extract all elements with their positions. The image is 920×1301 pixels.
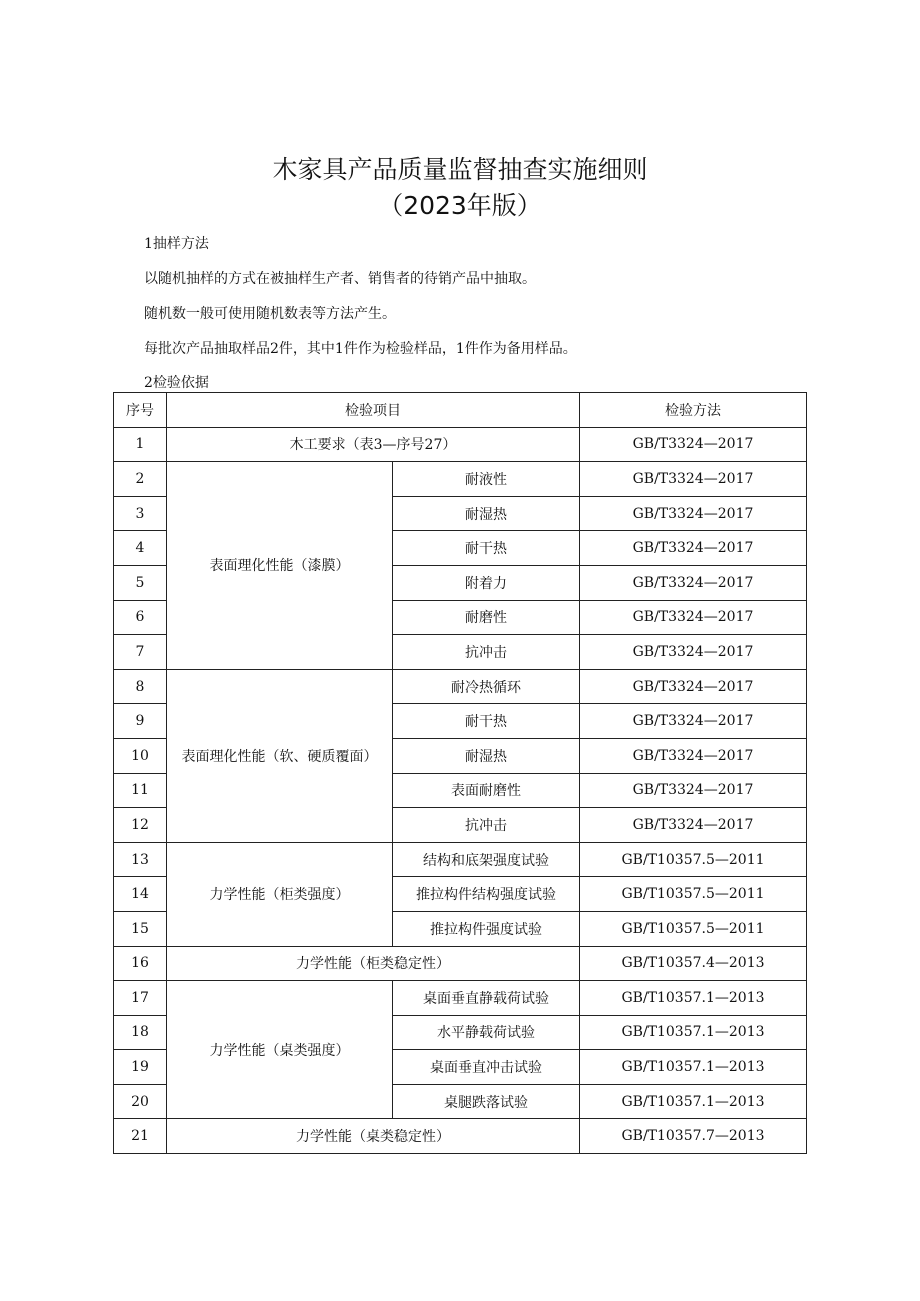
row-no: 7 bbox=[114, 635, 167, 670]
row-no: 1 bbox=[114, 427, 167, 462]
row-subitem: 抗冲击 bbox=[393, 808, 580, 843]
row-subitem: 附着力 bbox=[393, 565, 580, 600]
row-subitem: 耐湿热 bbox=[393, 738, 580, 773]
document-title: 木家具产品质量监督抽查实施细则 bbox=[272, 155, 648, 184]
row-method: GB/T3324—2017 bbox=[580, 496, 807, 531]
row-method: GB/T10357.5—2011 bbox=[580, 877, 807, 912]
row-method: GB/T3324—2017 bbox=[580, 565, 807, 600]
row-no: 9 bbox=[114, 704, 167, 739]
row-method: GB/T10357.7—2013 bbox=[580, 1119, 807, 1154]
row-no: 12 bbox=[114, 808, 167, 843]
row-no: 16 bbox=[114, 946, 167, 981]
row-method: GB/T10357.1—2013 bbox=[580, 1050, 807, 1085]
table-row bbox=[114, 669, 807, 704]
document-subtitle: （2023年版） bbox=[378, 191, 542, 220]
row-subitem: 推拉构件强度试验 bbox=[393, 911, 580, 946]
row-no: 6 bbox=[114, 600, 167, 635]
row-method: GB/T10357.1—2013 bbox=[580, 1084, 807, 1119]
row-method: GB/T3324—2017 bbox=[580, 669, 807, 704]
row-no: 8 bbox=[114, 669, 167, 704]
row-no: 20 bbox=[114, 1084, 167, 1119]
table-row bbox=[114, 427, 807, 462]
row-subitem: 桌腿跌落试验 bbox=[393, 1084, 580, 1119]
table-row bbox=[114, 981, 807, 1016]
row-item: 力学性能（桌类稳定性） bbox=[167, 1119, 580, 1154]
row-method: GB/T3324—2017 bbox=[580, 635, 807, 670]
row-method: GB/T3324—2017 bbox=[580, 427, 807, 462]
row-method: GB/T10357.5—2011 bbox=[580, 911, 807, 946]
paragraph-sampling-method: 以随机抽样的方式在被抽样生产者、销售者的待销产品中抽取。 bbox=[144, 271, 536, 287]
row-no: 14 bbox=[114, 877, 167, 912]
row-method: GB/T10357.1—2013 bbox=[580, 981, 807, 1016]
row-no: 10 bbox=[114, 738, 167, 773]
row-method: GB/T10357.1—2013 bbox=[580, 1015, 807, 1050]
row-subitem: 耐磨性 bbox=[393, 600, 580, 635]
row-method: GB/T3324—2017 bbox=[580, 704, 807, 739]
row-method: GB/T3324—2017 bbox=[580, 808, 807, 843]
row-item: 木工要求（表3—序号27） bbox=[167, 427, 580, 462]
table-row bbox=[114, 462, 807, 497]
row-subitem: 桌面垂直静载荷试验 bbox=[393, 981, 580, 1016]
row-no: 19 bbox=[114, 1050, 167, 1085]
row-no: 2 bbox=[114, 462, 167, 497]
table-row bbox=[114, 946, 807, 981]
row-no: 11 bbox=[114, 773, 167, 808]
row-subitem: 桌面垂直冲击试验 bbox=[393, 1050, 580, 1085]
header-item: 检验项目 bbox=[167, 393, 580, 428]
row-item: 力学性能（柜类稳定性） bbox=[167, 946, 580, 981]
row-group: 表面理化性能（软、硬质覆面） bbox=[167, 669, 393, 842]
row-method: GB/T10357.5—2011 bbox=[580, 842, 807, 877]
row-subitem: 耐干热 bbox=[393, 531, 580, 566]
row-subitem: 耐干热 bbox=[393, 704, 580, 739]
row-method: GB/T3324—2017 bbox=[580, 773, 807, 808]
row-subitem: 耐冷热循环 bbox=[393, 669, 580, 704]
section-1-heading: 1抽样方法 bbox=[144, 236, 209, 252]
row-no: 3 bbox=[114, 496, 167, 531]
row-method: GB/T3324—2017 bbox=[580, 600, 807, 635]
table-header-row bbox=[114, 393, 807, 428]
row-group: 表面理化性能（漆膜） bbox=[167, 462, 393, 670]
section-2-heading: 2检验依据 bbox=[144, 375, 209, 391]
row-group: 力学性能（柜类强度） bbox=[167, 842, 393, 946]
row-no: 17 bbox=[114, 981, 167, 1016]
table-row bbox=[114, 1119, 807, 1154]
row-no: 5 bbox=[114, 565, 167, 600]
row-method: GB/T3324—2017 bbox=[580, 531, 807, 566]
row-no: 21 bbox=[114, 1119, 167, 1154]
row-group: 力学性能（桌类强度） bbox=[167, 981, 393, 1119]
inspection-basis-table bbox=[113, 392, 807, 1154]
row-no: 13 bbox=[114, 842, 167, 877]
row-subitem: 水平静载荷试验 bbox=[393, 1015, 580, 1050]
header-method: 检验方法 bbox=[580, 393, 807, 428]
row-subitem: 耐液性 bbox=[393, 462, 580, 497]
row-subitem: 抗冲击 bbox=[393, 635, 580, 670]
header-no: 序号 bbox=[114, 393, 167, 428]
paragraph-sample-quantity: 每批次产品抽取样品2件，其中1件作为检验样品，1件作为备用样品。 bbox=[144, 341, 577, 357]
row-subitem: 表面耐磨性 bbox=[393, 773, 580, 808]
row-method: GB/T10357.4—2013 bbox=[580, 946, 807, 981]
row-method: GB/T3324—2017 bbox=[580, 738, 807, 773]
row-no: 18 bbox=[114, 1015, 167, 1050]
row-no: 15 bbox=[114, 911, 167, 946]
paragraph-random-numbers: 随机数一般可使用随机数表等方法产生。 bbox=[144, 306, 396, 322]
row-subitem: 耐湿热 bbox=[393, 496, 580, 531]
row-method: GB/T3324—2017 bbox=[580, 462, 807, 497]
row-no: 4 bbox=[114, 531, 167, 566]
row-subitem: 结构和底架强度试验 bbox=[393, 842, 580, 877]
row-subitem: 推拉构件结构强度试验 bbox=[393, 877, 580, 912]
table-row bbox=[114, 842, 807, 877]
